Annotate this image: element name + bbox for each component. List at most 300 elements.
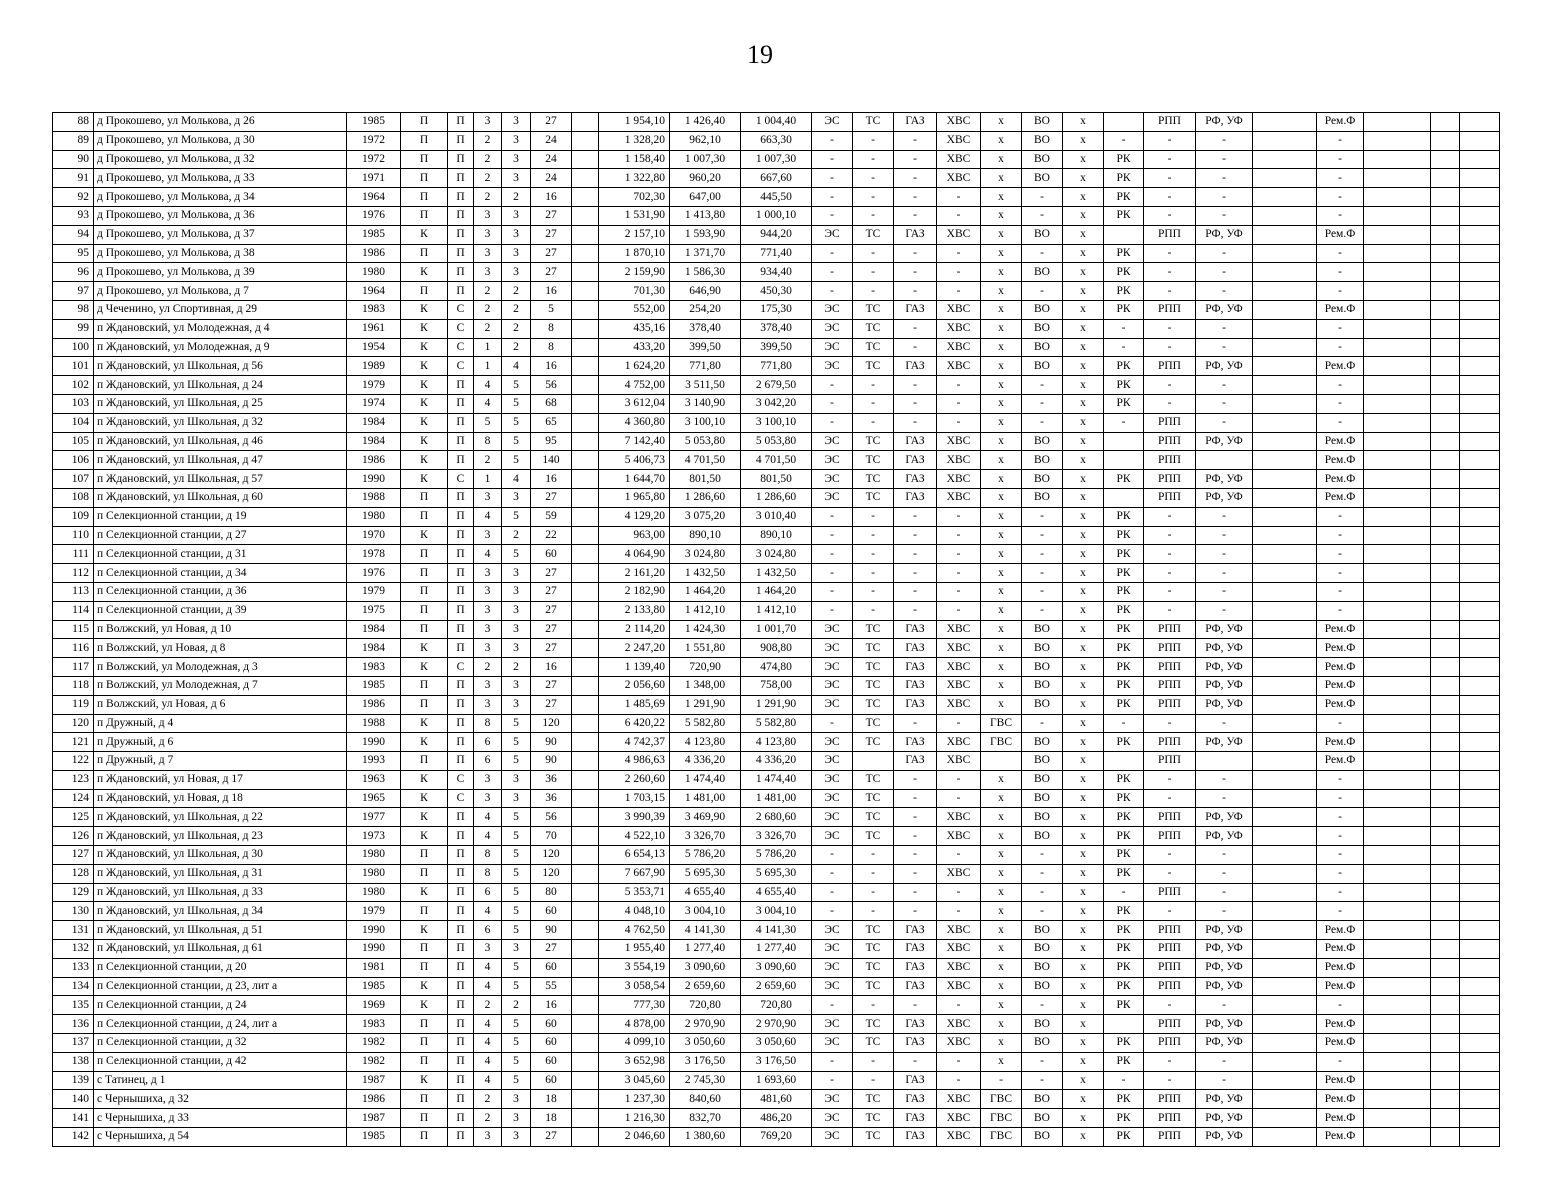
cell-blank-col-4 <box>1431 206 1460 225</box>
cell-sewer: ВО <box>1022 1090 1063 1109</box>
cell-cold-water: ХВС <box>937 131 981 150</box>
cell-repair-fund: - <box>1317 244 1364 263</box>
cell-wall-material: К <box>401 770 448 789</box>
cell-electric: ЭС <box>812 827 853 846</box>
cell-blank-col-3 <box>1364 996 1431 1015</box>
cell-area-3: 399,50 <box>741 338 812 357</box>
cell-rpp: РПП <box>1144 300 1196 319</box>
cell-wall-material: П <box>401 601 448 620</box>
cell-hot-water: х <box>981 394 1022 413</box>
cell-stories: 4 <box>502 470 531 489</box>
cell-area-3: 2 679,50 <box>741 376 812 395</box>
cell-roof: РК <box>1104 827 1144 846</box>
cell-floor-material: П <box>448 921 474 940</box>
cell-area-3: 1 277,40 <box>741 940 812 959</box>
cell-heating: ТС <box>853 1015 894 1034</box>
cell-blank-col-5 <box>1460 206 1500 225</box>
cell-wall-material: П <box>401 695 448 714</box>
cell-roof: РК <box>1104 676 1144 695</box>
cell-sewer: ВО <box>1022 470 1063 489</box>
cell-blank-col-2 <box>1253 357 1317 376</box>
cell-address: д Прокошево, ул Молькова, д 39 <box>94 263 347 282</box>
cell-facade: - <box>1196 582 1253 601</box>
cell-hot-water: х <box>981 1015 1022 1034</box>
cell-gas: ГАЗ <box>894 639 937 658</box>
cell-electric: ЭС <box>812 658 853 677</box>
cell-col-x: х <box>1063 695 1104 714</box>
cell-blank-col-2 <box>1253 940 1317 959</box>
cell-address: п Селекционной станции, д 32 <box>94 1034 347 1053</box>
cell-blank-col-2 <box>1253 827 1317 846</box>
cell-area-3: 908,80 <box>741 639 812 658</box>
cell-hot-water: х <box>981 770 1022 789</box>
cell-area-3: 481,60 <box>741 1090 812 1109</box>
cell-build-year: 1980 <box>347 263 401 282</box>
cell-area-3: 1 474,40 <box>741 770 812 789</box>
cell-blank-col-2 <box>1253 695 1317 714</box>
cell-electric: - <box>812 394 853 413</box>
cell-gas: - <box>894 883 937 902</box>
cell-address: д Прокошево, ул Молькова, д 26 <box>94 113 347 132</box>
cell-blank-col <box>572 1034 599 1053</box>
cell-build-year: 1965 <box>347 789 401 808</box>
cell-heating: ТС <box>853 958 894 977</box>
cell-living-area: 1 474,40 <box>670 770 741 789</box>
table-row <box>53 432 1500 451</box>
cell-blank-col-3 <box>1364 601 1431 620</box>
cell-roof: РК <box>1104 1090 1144 1109</box>
cell-cold-water: - <box>937 902 981 921</box>
cell-blank-col <box>572 883 599 902</box>
cell-cold-water: ХВС <box>937 733 981 752</box>
cell-area-3: 2 970,90 <box>741 1015 812 1034</box>
cell-blank-col <box>572 188 599 207</box>
cell-electric: - <box>812 206 853 225</box>
cell-blank-col-5 <box>1460 451 1500 470</box>
cell-electric: - <box>812 545 853 564</box>
cell-floors: 3 <box>474 564 502 583</box>
cell-living-area: 3 075,20 <box>670 507 741 526</box>
cell-col-x: х <box>1063 658 1104 677</box>
table-row <box>53 225 1500 244</box>
cell-facade: РФ, УФ <box>1196 225 1253 244</box>
cell-col-x: х <box>1063 488 1104 507</box>
cell-hot-water: х <box>981 789 1022 808</box>
cell-blank-col-2 <box>1253 244 1317 263</box>
cell-gas: ГАЗ <box>894 1071 937 1090</box>
cell-roof: РК <box>1104 1052 1144 1071</box>
cell-facade: - <box>1196 846 1253 865</box>
cell-stories: 5 <box>502 752 531 771</box>
cell-row-number: 125 <box>53 808 94 827</box>
cell-floor-material: П <box>448 376 474 395</box>
cell-floors: 3 <box>474 488 502 507</box>
cell-heating: - <box>853 902 894 921</box>
cell-roof: РК <box>1104 601 1144 620</box>
cell-blank-col-5 <box>1460 921 1500 940</box>
cell-floor-material: П <box>448 244 474 263</box>
cell-total-area: 3 652,98 <box>599 1052 670 1071</box>
table-row <box>53 1034 1500 1053</box>
cell-floor-material: П <box>448 864 474 883</box>
cell-sewer: ВО <box>1022 676 1063 695</box>
cell-blank-col-2 <box>1253 1071 1317 1090</box>
cell-col-x: х <box>1063 902 1104 921</box>
cell-blank-col-3 <box>1364 282 1431 301</box>
cell-col-x: х <box>1063 564 1104 583</box>
table-row <box>53 507 1500 526</box>
cell-total-area: 702,30 <box>599 188 670 207</box>
cell-wall-material: П <box>401 188 448 207</box>
table-row <box>53 244 1500 263</box>
cell-blank-col-4 <box>1431 1071 1460 1090</box>
cell-stories: 3 <box>502 770 531 789</box>
cell-wall-material: П <box>401 864 448 883</box>
cell-living-area: 1 380,60 <box>670 1128 741 1147</box>
cell-electric: - <box>812 244 853 263</box>
cell-blank-col-5 <box>1460 545 1500 564</box>
cell-rpp: РПП <box>1144 921 1196 940</box>
cell-heating: - <box>853 564 894 583</box>
cell-heating: ТС <box>853 451 894 470</box>
cell-rpp: - <box>1144 282 1196 301</box>
cell-facade: РФ, УФ <box>1196 300 1253 319</box>
cell-sewer: ВО <box>1022 357 1063 376</box>
cell-sewer: ВО <box>1022 940 1063 959</box>
cell-address: п Селекционной станции, д 24, лит а <box>94 1015 347 1034</box>
cell-roof: РК <box>1104 695 1144 714</box>
cell-cold-water: - <box>937 883 981 902</box>
cell-floor-material: П <box>448 676 474 695</box>
cell-heating: - <box>853 1071 894 1090</box>
cell-blank-col-2 <box>1253 921 1317 940</box>
cell-hot-water: х <box>981 902 1022 921</box>
cell-floor-material: П <box>448 883 474 902</box>
cell-blank-col-2 <box>1253 150 1317 169</box>
cell-roof: РК <box>1104 282 1144 301</box>
cell-sewer: ВО <box>1022 1015 1063 1034</box>
cell-floors: 6 <box>474 921 502 940</box>
cell-address: п Селекционной станции, д 36 <box>94 582 347 601</box>
cell-gas: ГАЗ <box>894 921 937 940</box>
cell-cold-water: - <box>937 282 981 301</box>
cell-heating: - <box>853 545 894 564</box>
cell-floor-material: П <box>448 958 474 977</box>
cell-blank-col <box>572 601 599 620</box>
cell-sewer: ВО <box>1022 488 1063 507</box>
cell-rpp: - <box>1144 338 1196 357</box>
cell-rpp: - <box>1144 376 1196 395</box>
cell-rpp: РПП <box>1144 695 1196 714</box>
cell-electric: - <box>812 188 853 207</box>
cell-apartments: 5 <box>531 300 572 319</box>
table-row <box>53 827 1500 846</box>
cell-total-area: 1 531,90 <box>599 206 670 225</box>
cell-sewer: ВО <box>1022 338 1063 357</box>
cell-apartments: 68 <box>531 394 572 413</box>
cell-blank-col-3 <box>1364 300 1431 319</box>
cell-rpp: - <box>1144 150 1196 169</box>
cell-floor-material: П <box>448 1071 474 1090</box>
cell-row-number: 90 <box>53 150 94 169</box>
cell-hot-water: х <box>981 225 1022 244</box>
cell-sewer: ВО <box>1022 770 1063 789</box>
cell-address: п Ждановский, ул Школьная, д 31 <box>94 864 347 883</box>
cell-wall-material: К <box>401 376 448 395</box>
cell-blank-col-3 <box>1364 357 1431 376</box>
cell-repair-fund: - <box>1317 770 1364 789</box>
cell-roof <box>1104 1015 1144 1034</box>
cell-blank-col-5 <box>1460 1015 1500 1034</box>
cell-floor-material: П <box>448 1034 474 1053</box>
cell-blank-col-3 <box>1364 545 1431 564</box>
cell-gas: - <box>894 131 937 150</box>
table-row <box>53 883 1500 902</box>
cell-blank-col-5 <box>1460 1109 1500 1128</box>
cell-facade: - <box>1196 526 1253 545</box>
cell-blank-col-2 <box>1253 376 1317 395</box>
cell-address: д Прокошево, ул Молькова, д 32 <box>94 150 347 169</box>
cell-area-3: 890,10 <box>741 526 812 545</box>
cell-apartments: 90 <box>531 733 572 752</box>
cell-address: п Селекционной станции, д 19 <box>94 507 347 526</box>
cell-blank-col-4 <box>1431 113 1460 132</box>
cell-stories: 5 <box>502 376 531 395</box>
cell-living-area: 1 481,00 <box>670 789 741 808</box>
cell-roof: РК <box>1104 357 1144 376</box>
cell-heating: - <box>853 376 894 395</box>
cell-stories: 3 <box>502 263 531 282</box>
cell-address: д Прокошево, ул Молькова, д 34 <box>94 188 347 207</box>
cell-sewer: ВО <box>1022 921 1063 940</box>
cell-area-3: 486,20 <box>741 1109 812 1128</box>
cell-repair-fund: Рем.Ф <box>1317 977 1364 996</box>
cell-cold-water: ХВС <box>937 113 981 132</box>
table-row <box>53 676 1500 695</box>
cell-heating: ТС <box>853 1109 894 1128</box>
cell-apartments: 80 <box>531 883 572 902</box>
cell-blank-col-3 <box>1364 394 1431 413</box>
cell-living-area: 399,50 <box>670 338 741 357</box>
cell-sewer: ВО <box>1022 658 1063 677</box>
cell-facade: - <box>1196 996 1253 1015</box>
cell-apartments: 27 <box>531 225 572 244</box>
cell-floor-material: П <box>448 206 474 225</box>
cell-blank-col-5 <box>1460 1128 1500 1147</box>
cell-hot-water: х <box>981 432 1022 451</box>
cell-address: п Селекционной станции, д 31 <box>94 545 347 564</box>
cell-heating: - <box>853 169 894 188</box>
cell-roof <box>1104 225 1144 244</box>
cell-area-3: 1 004,40 <box>741 113 812 132</box>
cell-roof: - <box>1104 714 1144 733</box>
cell-rpp: РПП <box>1144 658 1196 677</box>
cell-electric: ЭС <box>812 432 853 451</box>
cell-apartments: 60 <box>531 1034 572 1053</box>
cell-sewer: ВО <box>1022 432 1063 451</box>
cell-wall-material: П <box>401 846 448 865</box>
cell-living-area: 647,00 <box>670 188 741 207</box>
cell-facade: - <box>1196 413 1253 432</box>
cell-roof: РК <box>1104 545 1144 564</box>
cell-facade: - <box>1196 1052 1253 1071</box>
cell-address: п Селекционной станции, д 34 <box>94 564 347 583</box>
cell-floor-material: С <box>448 470 474 489</box>
cell-col-x: х <box>1063 601 1104 620</box>
cell-stories: 5 <box>502 1052 531 1071</box>
cell-electric: ЭС <box>812 808 853 827</box>
cell-hot-water: х <box>981 131 1022 150</box>
cell-stories: 3 <box>502 582 531 601</box>
cell-row-number: 111 <box>53 545 94 564</box>
cell-heating: - <box>853 150 894 169</box>
cell-electric: ЭС <box>812 921 853 940</box>
cell-facade: РФ, УФ <box>1196 940 1253 959</box>
cell-floor-material: П <box>448 188 474 207</box>
cell-blank-col <box>572 582 599 601</box>
cell-wall-material: П <box>401 564 448 583</box>
cell-address: д Прокошево, ул Молькова, д 7 <box>94 282 347 301</box>
cell-gas: - <box>894 770 937 789</box>
cell-gas: - <box>894 282 937 301</box>
cell-repair-fund: - <box>1317 789 1364 808</box>
cell-blank-col-5 <box>1460 413 1500 432</box>
cell-row-number: 120 <box>53 714 94 733</box>
cell-living-area: 2 970,90 <box>670 1015 741 1034</box>
cell-stories: 3 <box>502 676 531 695</box>
cell-build-year: 1980 <box>347 846 401 865</box>
cell-hot-water: х <box>981 451 1022 470</box>
cell-living-area: 840,60 <box>670 1090 741 1109</box>
table-row <box>53 394 1500 413</box>
cell-address: п Ждановский, ул Школьная, д 24 <box>94 376 347 395</box>
cell-row-number: 141 <box>53 1109 94 1128</box>
cell-blank-col-4 <box>1431 846 1460 865</box>
cell-hot-water: х <box>981 864 1022 883</box>
cell-area-3: 801,50 <box>741 470 812 489</box>
cell-floors: 2 <box>474 451 502 470</box>
cell-floor-material: П <box>448 564 474 583</box>
cell-electric: - <box>812 131 853 150</box>
cell-blank-col-5 <box>1460 1034 1500 1053</box>
cell-facade: РФ, УФ <box>1196 1090 1253 1109</box>
cell-address: п Селекционной станции, д 39 <box>94 601 347 620</box>
cell-heating: ТС <box>853 714 894 733</box>
cell-apartments: 56 <box>531 808 572 827</box>
cell-gas: - <box>894 206 937 225</box>
cell-roof: - <box>1104 131 1144 150</box>
cell-rpp: - <box>1144 169 1196 188</box>
cell-col-x: х <box>1063 206 1104 225</box>
cell-floor-material: С <box>448 658 474 677</box>
cell-floors: 2 <box>474 282 502 301</box>
cell-cold-water: ХВС <box>937 1128 981 1147</box>
cell-blank-col-5 <box>1460 338 1500 357</box>
cell-cold-water: - <box>937 789 981 808</box>
cell-row-number: 119 <box>53 695 94 714</box>
cell-total-area: 4 048,10 <box>599 902 670 921</box>
cell-electric: ЭС <box>812 1128 853 1147</box>
cell-floor-material: П <box>448 940 474 959</box>
cell-blank-col-4 <box>1431 883 1460 902</box>
cell-repair-fund: Рем.Ф <box>1317 658 1364 677</box>
cell-living-area: 378,40 <box>670 319 741 338</box>
cell-sewer: - <box>1022 507 1063 526</box>
cell-row-number: 94 <box>53 225 94 244</box>
cell-rpp: - <box>1144 188 1196 207</box>
cell-floor-material: С <box>448 789 474 808</box>
cell-electric: ЭС <box>812 1090 853 1109</box>
cell-cold-water: ХВС <box>937 658 981 677</box>
cell-total-area: 1 237,30 <box>599 1090 670 1109</box>
cell-blank-col-2 <box>1253 958 1317 977</box>
cell-hot-water <box>981 752 1022 771</box>
cell-blank-col-5 <box>1460 714 1500 733</box>
table-row <box>53 977 1500 996</box>
cell-blank-col <box>572 902 599 921</box>
cell-hot-water: х <box>981 545 1022 564</box>
cell-gas: - <box>894 150 937 169</box>
cell-total-area: 3 990,39 <box>599 808 670 827</box>
cell-total-area: 2 133,80 <box>599 601 670 620</box>
cell-electric: - <box>812 169 853 188</box>
cell-stories: 4 <box>502 357 531 376</box>
cell-gas: - <box>894 263 937 282</box>
cell-stories: 5 <box>502 507 531 526</box>
cell-blank-col-3 <box>1364 1090 1431 1109</box>
cell-facade: РФ, УФ <box>1196 432 1253 451</box>
cell-blank-col-5 <box>1460 470 1500 489</box>
cell-floor-material: С <box>448 300 474 319</box>
cell-heating: - <box>853 582 894 601</box>
cell-stories: 5 <box>502 808 531 827</box>
table-row <box>53 113 1500 132</box>
cell-hot-water: х <box>981 827 1022 846</box>
cell-blank-col-4 <box>1431 940 1460 959</box>
cell-sewer: ВО <box>1022 225 1063 244</box>
cell-hot-water: - <box>981 1071 1022 1090</box>
cell-blank-col-3 <box>1364 846 1431 865</box>
cell-roof: РК <box>1104 958 1144 977</box>
table-row <box>53 545 1500 564</box>
cell-sewer: - <box>1022 846 1063 865</box>
cell-stories: 5 <box>502 902 531 921</box>
cell-blank-col-3 <box>1364 977 1431 996</box>
table-row <box>53 338 1500 357</box>
cell-blank-col-4 <box>1431 620 1460 639</box>
cell-electric: - <box>812 582 853 601</box>
cell-blank-col-2 <box>1253 545 1317 564</box>
cell-blank-col-2 <box>1253 902 1317 921</box>
cell-blank-col-3 <box>1364 940 1431 959</box>
cell-floors: 3 <box>474 225 502 244</box>
cell-col-x: х <box>1063 1015 1104 1034</box>
cell-wall-material: П <box>401 1034 448 1053</box>
cell-wall-material: К <box>401 827 448 846</box>
cell-apartments: 16 <box>531 282 572 301</box>
cell-floors: 2 <box>474 131 502 150</box>
cell-living-area: 1 432,50 <box>670 564 741 583</box>
cell-col-x: х <box>1063 1090 1104 1109</box>
cell-cold-water: ХВС <box>937 470 981 489</box>
cell-build-year: 1985 <box>347 977 401 996</box>
cell-facade: РФ, УФ <box>1196 620 1253 639</box>
cell-blank-col <box>572 564 599 583</box>
cell-electric: ЭС <box>812 733 853 752</box>
cell-wall-material: К <box>401 225 448 244</box>
cell-address: п Волжский, ул Новая, д 10 <box>94 620 347 639</box>
cell-stories: 3 <box>502 789 531 808</box>
